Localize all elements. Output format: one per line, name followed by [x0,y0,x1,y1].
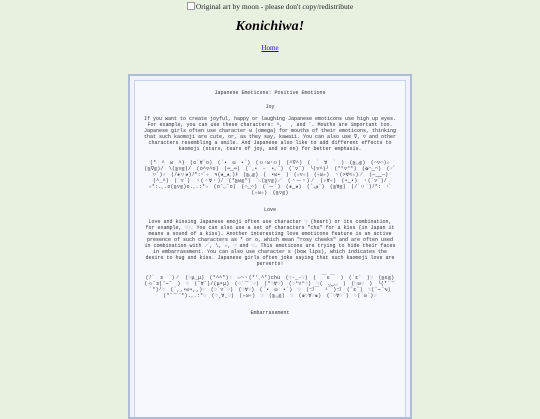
home-nav [0,44,540,52]
banner-alt-text: Original art by moon - please don't copy/redistribute [195,2,354,11]
section-title-embarrassment: Embarrassment [250,310,290,316]
content-panel-inner [134,80,406,417]
site-title: Konichiwa! [235,19,305,34]
article [135,81,405,316]
section-title-joy: Joy [265,104,275,110]
emoticon-list-love[interactable]: (ﾉ´ з `)ノ (♡μ_μ) (*^^*)♡ ☆⌒ヽ(*'､^*)chu (♡-_-♡) ( ￣ε￣ ) (´ε` )♡ (≧ε≦) (っ˘з(˘⌣˘ ) ♡ (˘∀˘)/(μ‣μ) (♡˙︶˙♡) (*♡∀♡) (♡°▽°♡) ♡( ◡‿◡ ) (♡ω♡ ) ╰(*´︶`*)╯♡ (´,,•ω•,,)♡ (♡´▽`♡) (♡∀♡) (´• ω •`) ♡ (づ￣ ³￣)づ (ˆεˆ) ♡(ˆ⌣ˆԅ) (*˘︶˘*).｡.:*♡ (♡ˬ∀ˬ♡) (✧ω✧) ♡ (≧◡≦) ♡ (๑♡∀♡๑) (´♡∀♡`) ♡(´ω`)♡ [144,275,396,299]
section-body-joy: If you want to create joyful, happy or laughing Japanese emoticons use high up eyes. For example, you can use these characters: ^, , and ¨. Mouths are important too. Japanese girls often use character ω (omega) for mouths of their emoticons, thinking that such kaomoji are cute, or, as they say, kawaii. You can also use ∇, ▽ and other characters resembling a smile. And Japanese also like to add different effects to kaomoji (stars, tears of joy, and so on) for better emphasis. [143,116,397,152]
section-body-love: Love and kissing Japanese emoji often use character ♡ (heart) or its combination, for example, ♡♡. You can also use a set of characters "chu" for a kiss (in Japan it means a sound of a kiss). Another interesting love emoticons feature is an active presence of such characters as * or o, which mean "rosy cheeks" and are often used in combination with ／, \, ☆, ♡ and ♡. This emoticons are trying to hide their faces in embarrassment. You can also use character ε (bow lips), which indicates the desire to hug and kiss. Japanese girls often joke saying that such kaomoji love are perverts! [144,219,396,267]
banner-image [0,2,540,11]
emoticon-list-joy[interactable]: (* ^ ω ^) (o´∀`o) (´• ω •`) (ｏ･ω･ｏ) (^∇^) ( ´ ∀ ` ) (≧◡≦) (⌒▽⌒)☆ (≧∇≦)/ \(≧▽≦)/ (o^▽^o) (⌓‿⌓) (´｡• ᵕ •｡`) (˘▽˘) ╰(▽^)╯ (*°▽°*) (✿◠‿◠) (☞ﾟヮﾟ)☞ (ﾉ◕ヮ◕)ﾉ*:･ﾟ✧ ٩(◕‿◕｡)۶ (≧◡≦) ( •ω• ) (☆▽☆) (✧ω✧) ヽ(>∀<☆)ノ (─‿‿─) (^_^) (´▽`) ヽ(・∀・)ﾉ (*≧ω≦*) ＼(≧▽≦)／ (＾ー＾)ノ (✧∀✧) (•‿•) ヽ(´▽`)/ ☆*:.｡.o(≧▽≦)o.｡.:*☆ (o˘◡˘o) (⌒‿⌒) (´ー`) (◕‿◕) (ˆڡˆ) (≧∀≦) (ﾉ´ヮ`)ﾉ*: ･ﾟ (☆ω☆) (≧▽≦) [144,160,396,196]
article-heading: Japanese Emoticons: Positive Emotions [214,90,326,96]
broken-image-icon [187,2,195,10]
home-link[interactable]: Home [261,44,279,52]
section-title-love: Love [263,207,276,213]
content-panel [128,74,412,419]
